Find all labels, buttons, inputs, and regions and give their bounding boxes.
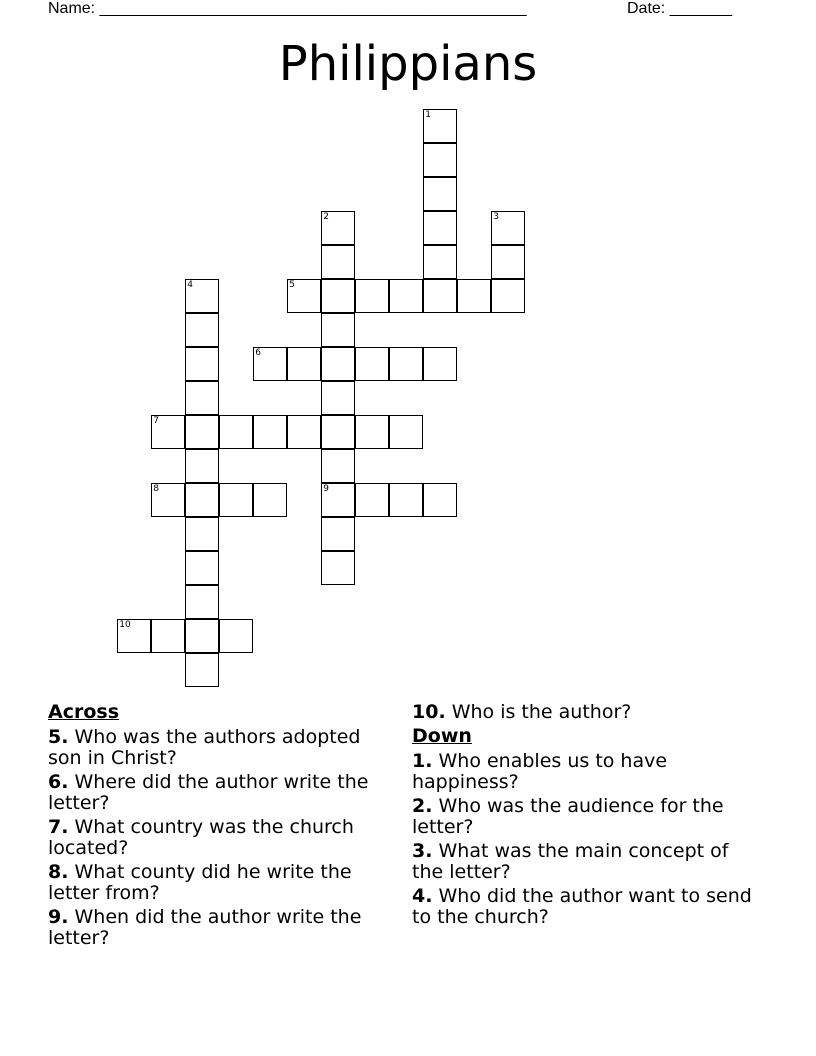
clue-text: What county did he write the letter from?: [48, 861, 352, 904]
crossword-cell[interactable]: [321, 551, 355, 585]
crossword-cell[interactable]: [321, 313, 355, 347]
crossword-cell[interactable]: [423, 347, 457, 381]
crossword-cell[interactable]: [185, 381, 219, 415]
across-heading: Across: [48, 701, 120, 723]
crossword-cell[interactable]: [253, 415, 287, 449]
crossword-cell[interactable]: [185, 279, 219, 313]
crossword-cell[interactable]: [321, 415, 355, 449]
clue-text: Who did the author want to send to the church?: [412, 885, 752, 928]
crossword-cell[interactable]: [287, 347, 321, 381]
clue-text: What country was the church located?: [48, 816, 354, 859]
crossword-cell[interactable]: [151, 619, 185, 653]
crossword-cell[interactable]: [457, 279, 491, 313]
crossword-cell[interactable]: [185, 653, 219, 687]
clue-number: 4.: [412, 885, 433, 907]
clues-right-column: [412, 702, 762, 931]
crossword-cell[interactable]: [219, 415, 253, 449]
clue-number: 9.: [48, 906, 69, 928]
across-clue: [48, 727, 388, 769]
crossword-cell[interactable]: [355, 483, 389, 517]
clue-text: What was the main concept of the letter?: [412, 840, 729, 883]
crossword-cell[interactable]: [355, 347, 389, 381]
clue-number: 5.: [48, 726, 69, 748]
crossword-cell[interactable]: [185, 517, 219, 551]
crossword-cell[interactable]: [219, 619, 253, 653]
crossword-cell[interactable]: [321, 381, 355, 415]
clue-text: Who was the audience for the letter?: [412, 795, 724, 838]
crossword-cell[interactable]: [185, 449, 219, 483]
across-clue: [412, 702, 762, 723]
crossword-cell[interactable]: [185, 347, 219, 381]
crossword-cell[interactable]: [355, 279, 389, 313]
down-clue: [412, 796, 762, 838]
clue-number: 7.: [48, 816, 69, 838]
cell-number: 6: [255, 348, 261, 359]
across-clue: [48, 772, 388, 814]
clue-number: 3.: [412, 840, 433, 862]
clue-number: 1.: [412, 750, 433, 772]
cell-number: 9: [323, 484, 329, 495]
crossword-cell[interactable]: [423, 143, 457, 177]
crossword-cell[interactable]: [389, 415, 423, 449]
crossword-cell[interactable]: [185, 585, 219, 619]
down-heading: Down: [412, 725, 472, 747]
crossword-cell[interactable]: [491, 245, 525, 279]
cell-number: 1: [425, 110, 431, 121]
clue-text: When did the author write the letter?: [48, 906, 362, 949]
crossword-cell[interactable]: [423, 109, 457, 143]
crossword-cell[interactable]: [423, 177, 457, 211]
crossword-cell[interactable]: [321, 517, 355, 551]
cell-number: 3: [493, 212, 499, 223]
across-clue: [48, 907, 388, 949]
clue-text: Who enables us to have happiness?: [412, 750, 668, 793]
name-field[interactable]: Name: ________________________________________________: [48, 0, 527, 17]
crossword-cell[interactable]: [151, 415, 185, 449]
cell-number: 5: [289, 280, 295, 291]
crossword-cell[interactable]: [185, 619, 219, 653]
crossword-cell[interactable]: [287, 415, 321, 449]
cell-number: 4: [187, 280, 193, 291]
crossword-cell[interactable]: [321, 245, 355, 279]
crossword-cell[interactable]: [287, 279, 321, 313]
down-clue: [412, 886, 762, 928]
crossword-cell[interactable]: [389, 483, 423, 517]
crossword-cell[interactable]: [185, 313, 219, 347]
crossword-cell[interactable]: [321, 483, 355, 517]
across-clue: [48, 862, 388, 904]
clues-left-column: [48, 702, 388, 952]
clue-number: 8.: [48, 861, 69, 883]
crossword-cell[interactable]: [389, 347, 423, 381]
crossword-cell[interactable]: [253, 347, 287, 381]
crossword-cell[interactable]: [219, 483, 253, 517]
crossword-cell[interactable]: [185, 415, 219, 449]
across-clue: [48, 817, 388, 859]
crossword-cell[interactable]: [253, 483, 287, 517]
page-title: Philippians: [278, 36, 538, 92]
crossword-cell[interactable]: [151, 483, 185, 517]
crossword-cell[interactable]: [423, 211, 457, 245]
cell-number: 10: [119, 620, 131, 631]
crossword-cell[interactable]: [491, 279, 525, 313]
cell-number: 2: [323, 212, 329, 223]
crossword-cell[interactable]: [355, 415, 389, 449]
crossword-cell[interactable]: [185, 483, 219, 517]
crossword-cell[interactable]: [117, 619, 151, 653]
cell-number: 7: [153, 416, 159, 427]
clue-text: Who was the authors adopted son in Christ?: [48, 726, 361, 769]
crossword-cell[interactable]: [185, 551, 219, 585]
clue-number: 6.: [48, 771, 69, 793]
down-clue: [412, 841, 762, 883]
crossword-cell[interactable]: [423, 245, 457, 279]
clue-number: 2.: [412, 795, 433, 817]
down-clue: [412, 751, 762, 793]
crossword-cell[interactable]: [321, 279, 355, 313]
date-field[interactable]: Date: _______: [627, 0, 732, 17]
clue-text: Who is the author?: [451, 701, 632, 723]
crossword-cell[interactable]: [491, 211, 525, 245]
crossword-cell[interactable]: [321, 211, 355, 245]
crossword-cell[interactable]: [389, 279, 423, 313]
crossword-cell[interactable]: [423, 483, 457, 517]
crossword-cell[interactable]: [321, 449, 355, 483]
crossword-cell[interactable]: [321, 347, 355, 381]
clue-number: 10.: [412, 701, 446, 723]
cell-number: 8: [153, 484, 159, 495]
crossword-cell[interactable]: [423, 279, 457, 313]
clue-text: Where did the author write the letter?: [48, 771, 369, 814]
